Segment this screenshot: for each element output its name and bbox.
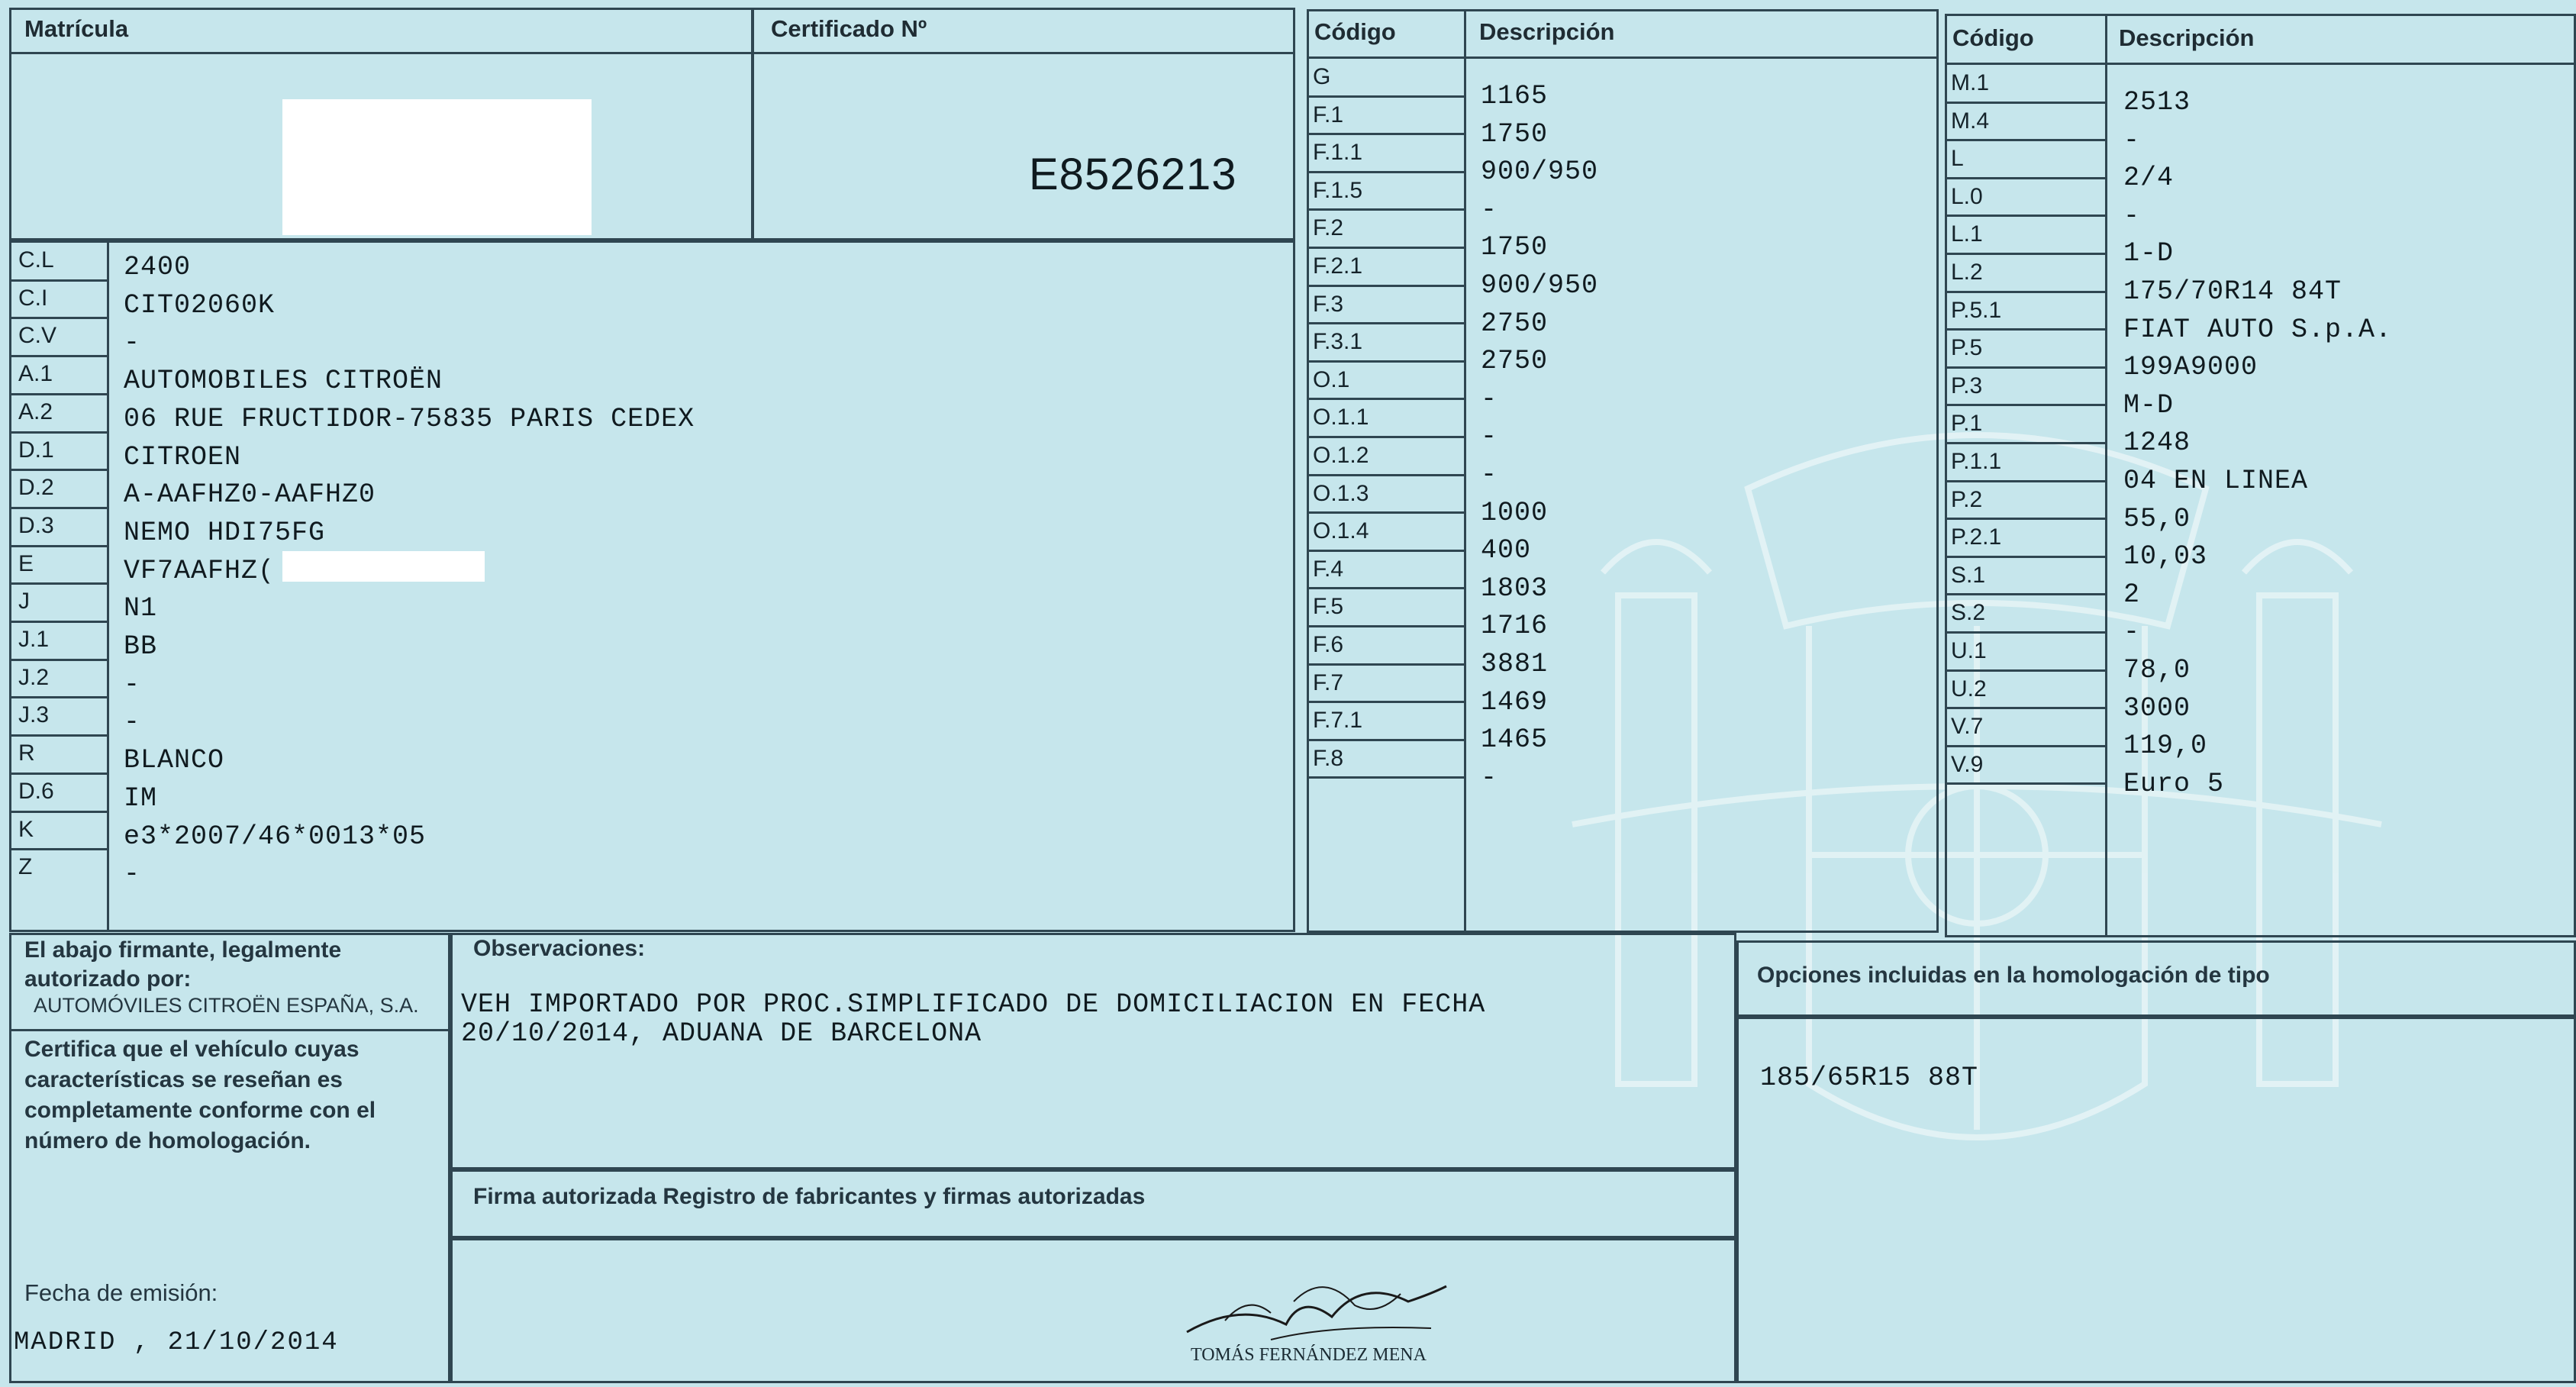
mid_table-row-value: 2750 <box>1481 346 1549 377</box>
mid-desc-header: Descripción <box>1479 18 1615 45</box>
divider <box>1464 9 1466 933</box>
mid_table-row-divider <box>1307 360 1465 363</box>
right_table-row-divider <box>1945 442 2107 444</box>
left-row-divider <box>9 773 108 775</box>
signer-company: AUTOMÓVILES CITROËN ESPAÑA, S.A. <box>34 994 419 1017</box>
right_table-row-divider <box>1945 518 2107 520</box>
fecha-value: MADRID , 21/10/2014 <box>14 1328 339 1357</box>
mid_table-row-divider <box>1307 247 1465 249</box>
mid_table-row-code: G <box>1313 64 1331 89</box>
left-row-value: IM <box>124 782 158 814</box>
mid_table-row-code: F.4 <box>1313 556 1344 582</box>
mid_table-row-divider <box>1307 171 1465 173</box>
right_table-row-divider <box>1945 253 2107 255</box>
mid_table-row-divider <box>1307 133 1465 135</box>
right_table-row-code: V.7 <box>1951 714 1984 740</box>
right_table-row-value: 2513 <box>2123 87 2191 118</box>
left-row-value: BLANCO <box>124 745 225 776</box>
left-row-value: BB <box>124 631 158 662</box>
left-row-divider <box>9 659 108 661</box>
opciones-value: 185/65R15 88T <box>1760 1063 1979 1093</box>
mid_table-row-value: 400 <box>1481 535 1532 566</box>
mid_table-row-divider <box>1307 663 1465 666</box>
left-row-divider <box>9 393 108 395</box>
mid_table-row-code: F.1.5 <box>1313 177 1363 203</box>
right_table-row-code: P.2.1 <box>1951 524 2002 550</box>
right_table-row-value: - <box>2123 200 2141 231</box>
signature-scribble <box>1179 1248 1454 1355</box>
left-row-value: 06 RUE FRUCTIDOR-75835 PARIS CEDEX <box>124 403 695 434</box>
right_table-row-divider <box>1945 366 2107 369</box>
fecha-label: Fecha de emisión: <box>24 1279 218 1306</box>
mid_table-row-divider <box>1307 776 1465 779</box>
divider <box>1307 56 1939 59</box>
mid_table-row-divider <box>1307 208 1465 211</box>
right_table-row-divider <box>1945 669 2107 672</box>
mid_table-row-value: 1750 <box>1481 232 1549 263</box>
divider <box>9 1029 450 1031</box>
signature-name: TOMÁS FERNÁNDEZ MENA <box>1191 1345 1427 1365</box>
left-row-code: J.2 <box>18 664 50 690</box>
mid_table-row-value: - <box>1481 383 1498 414</box>
left-row-code: A.2 <box>18 398 53 424</box>
left-row-value: VF7AAFHZ( <box>124 555 276 586</box>
mid_table-row-value: 1165 <box>1481 81 1549 111</box>
left-row-value: 2400 <box>124 252 192 282</box>
left-row-divider <box>9 734 108 737</box>
left-row-code: J <box>18 589 30 614</box>
left-row-code: D.1 <box>18 437 54 463</box>
right_table-row-divider <box>1945 328 2107 331</box>
left-row-code: D.3 <box>18 512 54 538</box>
left-row-value: NEMO HDI75FG <box>124 517 326 548</box>
left-row-divider <box>9 507 108 509</box>
right_table-row-divider <box>1945 291 2107 293</box>
left-row-value: - <box>124 327 141 359</box>
right_table-row-value: 1-D <box>2123 238 2175 269</box>
mid_table-row-divider <box>1307 739 1465 741</box>
right_table-row-value: Euro 5 <box>2123 768 2225 799</box>
right-desc-header: Descripción <box>2119 24 2255 51</box>
left-row-divider <box>9 582 108 585</box>
left-row-value: A-AAFHZ0-AAFHZ0 <box>124 479 376 511</box>
mid_table-row-value: 3881 <box>1481 649 1549 679</box>
left-row-code: R <box>18 740 35 766</box>
right_table-row-value: - <box>2123 124 2141 156</box>
right_table-row-divider <box>1945 139 2107 141</box>
right_table-row-divider <box>1945 631 2107 634</box>
mid_table-row-code: F.6 <box>1313 632 1344 657</box>
left-row-value: e3*2007/46*0013*05 <box>124 821 427 852</box>
right_table-row-value: 1248 <box>2123 427 2191 459</box>
right_table-row-value: 119,0 <box>2123 731 2208 762</box>
mid_table-row-value: 1803 <box>1481 573 1549 604</box>
right_table-row-code: P.2 <box>1951 486 1983 512</box>
left-row-code: J.1 <box>18 627 50 652</box>
left-row-value: - <box>124 669 141 700</box>
left-row-code: D.2 <box>18 475 54 501</box>
right_table-row-code: V.9 <box>1951 751 1984 777</box>
mid_table-row-code: F.7.1 <box>1313 708 1363 734</box>
mid_table-row-value: - <box>1481 194 1498 225</box>
right_table-row-code: L <box>1951 146 1964 172</box>
left-row-value: CITROEN <box>124 441 242 473</box>
matricula-label: Matrícula <box>24 15 129 42</box>
right_table-row-divider <box>1945 556 2107 558</box>
mid_table-row-divider <box>1307 474 1465 476</box>
certifica-line-1: Certifica que el vehículo cuyas <box>24 1037 359 1062</box>
mid_table-row-value: - <box>1481 460 1498 490</box>
right_table-row-value: 2/4 <box>2123 163 2175 194</box>
mid_table-row-divider <box>1307 398 1465 400</box>
left-row-code: C.V <box>18 323 57 349</box>
firma-label: Firma autorizada Registro de fabricantes y firmas autorizadas <box>473 1184 1146 1209</box>
right_table-row-code: S.2 <box>1951 600 1986 626</box>
right_table-row-code: P.1 <box>1951 411 1983 437</box>
vin-redaction <box>282 551 485 582</box>
observaciones-line-1: VEH IMPORTADO POR PROC.SIMPLIFICADO DE DOMICILIACION EN FECHA <box>461 989 1486 1020</box>
right_table-row-divider <box>1945 215 2107 217</box>
mid_table-row-code: O.1.1 <box>1313 405 1369 431</box>
right_table-row-code: P.5 <box>1951 335 1983 361</box>
mid_table-row-divider <box>1307 587 1465 589</box>
right_table-row-code: L.1 <box>1951 221 1983 247</box>
matricula-redaction <box>282 99 592 235</box>
left-row-value: - <box>124 707 141 738</box>
right_table-row-code: P.1.1 <box>1951 449 2002 474</box>
right_table-row-divider <box>1945 404 2107 406</box>
left-row-code: C.L <box>18 247 54 273</box>
right_table-row-value: - <box>2123 617 2141 648</box>
left-row-divider <box>9 469 108 471</box>
left-row-code: A.1 <box>18 361 53 387</box>
right_table-row-code: L.2 <box>1951 260 1983 285</box>
right_table-row-code: P.3 <box>1951 373 1983 398</box>
observaciones-label: Observaciones: <box>473 936 646 961</box>
mid_table-row-divider <box>1307 322 1465 324</box>
right_table-row-divider <box>1945 102 2107 104</box>
mid_table-row-code: F.1.1 <box>1313 140 1363 166</box>
divider <box>107 240 109 932</box>
certifica-line-3: completamente conforme con el <box>24 1098 376 1123</box>
left-row-code: Z <box>18 854 33 880</box>
left-row-value: CIT02060K <box>124 289 276 321</box>
observaciones-box <box>450 933 1736 1169</box>
mid_table-row-code: F.8 <box>1313 745 1344 771</box>
right_table-row-value: M-D <box>2123 389 2175 421</box>
mid_table-row-divider <box>1307 625 1465 627</box>
mid_table-row-code: F.3 <box>1313 291 1344 317</box>
mid_table-row-code: O.1.3 <box>1313 480 1369 506</box>
signer-label-1: El abajo firmante, legalmente <box>24 937 342 963</box>
mid_table-row-divider <box>1307 285 1465 287</box>
mid_table-row-value: 1750 <box>1481 118 1549 150</box>
left-row-code: C.I <box>18 285 48 311</box>
opciones-label: Opciones incluidas en la homologación de tipo <box>1757 963 2270 988</box>
observaciones-line-2: 20/10/2014, ADUANA DE BARCELONA <box>461 1018 982 1049</box>
right_table-row-value: 55,0 <box>2123 503 2191 534</box>
mid_table-row-value: 900/950 <box>1481 270 1599 301</box>
right_table-row-value: 78,0 <box>2123 655 2191 685</box>
right_table-row-value: 175/70R14 84T <box>2123 276 2342 307</box>
right_table-row-code: S.1 <box>1951 562 1986 588</box>
left-row-divider <box>9 431 108 434</box>
left-row-value: N1 <box>124 593 158 624</box>
mid_table-row-divider <box>1307 550 1465 552</box>
divider <box>1945 63 2576 65</box>
divider <box>2105 14 2107 937</box>
right_table-row-divider <box>1945 782 2107 785</box>
right_table-row-divider <box>1945 593 2107 595</box>
right_table-row-divider <box>1945 745 2107 747</box>
mid_table-row-code: F.2.1 <box>1313 253 1363 279</box>
mid_table-row-code: O.1.4 <box>1313 518 1369 544</box>
right_table-row-divider <box>1945 177 2107 179</box>
right_table-row-divider <box>1945 480 2107 482</box>
left-row-code: D.6 <box>18 778 54 804</box>
right_table-row-code: U.1 <box>1951 638 1987 663</box>
right_table-row-code: L.0 <box>1951 183 1983 209</box>
divider <box>752 52 1295 54</box>
mid_table-row-code: F.5 <box>1313 594 1344 620</box>
mid_table-row-value: 1465 <box>1481 724 1549 756</box>
left-row-code: E <box>18 550 34 576</box>
signature-box <box>450 1238 1736 1383</box>
mid_table-row-divider <box>1307 511 1465 514</box>
left-row-divider <box>9 696 108 698</box>
right_table-row-value: 3000 <box>2123 692 2191 724</box>
left-row-divider <box>9 545 108 547</box>
right_table-row-code: P.5.1 <box>1951 297 2002 323</box>
left-row-code: J.3 <box>18 702 50 728</box>
right-code-header: Código <box>1952 24 2034 51</box>
left-row-code: K <box>18 816 34 842</box>
mid_table-row-code: O.1.2 <box>1313 443 1369 468</box>
right_table-row-code: U.2 <box>1951 676 1987 702</box>
left-row-divider <box>9 355 108 357</box>
left-row-divider <box>9 848 108 850</box>
mid-table <box>1307 9 1939 933</box>
mid_table-row-value: - <box>1481 421 1498 453</box>
right_table-row-code: M.1 <box>1951 70 1990 95</box>
mid_table-row-code: F.7 <box>1313 669 1344 695</box>
mid_table-row-code: O.1 <box>1313 366 1350 392</box>
left-row-divider <box>9 811 108 813</box>
right_table-row-value: 2 <box>2123 579 2141 610</box>
mid_table-row-divider <box>1307 701 1465 703</box>
right_table-row-value: 199A9000 <box>2123 352 2258 383</box>
mid_table-row-divider <box>1307 95 1465 98</box>
certificado-label: Certificado Nº <box>771 15 927 42</box>
certificado-number: E8526213 <box>1029 150 1237 199</box>
right_table-row-value: FIAT AUTO S.p.A. <box>2123 314 2393 345</box>
mid_table-row-value: 1716 <box>1481 611 1549 642</box>
left-row-divider <box>9 317 108 319</box>
mid_table-row-code: F.3.1 <box>1313 329 1363 355</box>
divider <box>9 52 753 54</box>
mid_table-row-value: 1469 <box>1481 686 1549 718</box>
mid_table-row-value: 2750 <box>1481 308 1549 339</box>
right_table-row-code: M.4 <box>1951 108 1990 134</box>
right_table-row-value: 04 EN LINEA <box>2123 466 2309 496</box>
right_table-row-value: 10,03 <box>2123 541 2208 573</box>
mid-code-header: Código <box>1314 18 1396 45</box>
mid_table-row-code: F.1 <box>1313 102 1344 127</box>
mid_table-row-value: - <box>1481 762 1498 793</box>
left-row-value: AUTOMOBILES CITROËN <box>124 366 443 397</box>
certifica-line-4: número de homologación. <box>24 1128 311 1153</box>
signer-label-2: autorizado por: <box>24 966 192 992</box>
left-row-value: - <box>124 859 141 890</box>
mid_table-row-value: 900/950 <box>1481 156 1599 188</box>
left-row-divider <box>9 279 108 282</box>
mid_table-row-code: F.2 <box>1313 215 1344 241</box>
mid_table-row-value: 1000 <box>1481 497 1549 528</box>
left-row-divider <box>9 621 108 623</box>
mid_table-row-divider <box>1307 436 1465 438</box>
right_table-row-divider <box>1945 707 2107 709</box>
certifica-line-2: características se reseñan es <box>24 1067 343 1092</box>
